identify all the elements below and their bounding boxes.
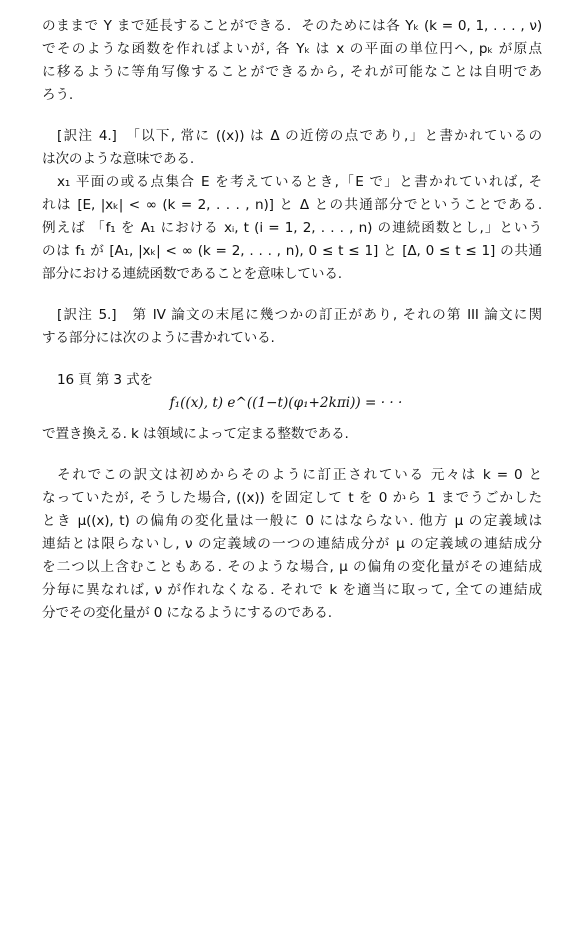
note-4-heading-line: [訳注 4.] 「以下, 常に ((x)) は Δ の近傍の点であり,」と書かれているの	[57, 128, 542, 144]
text-line: 分でその変化量が 0 になるようにするのである.	[42, 605, 332, 621]
correction-formula: f₁((x), t) e^((1−t)(φ₁+2kπi)) = · · ·	[169, 395, 403, 411]
text-line: れは [E, |xₖ| < ∞ (k = 2, . . . , n)] と Δ との共通部分でということである.	[42, 197, 542, 213]
text-line: x₁ 平面の或る点集合 E を考えているとき,「E で」と書かれていれば, そ	[57, 174, 542, 190]
text-line: でそのような函数を作ればよいが, 各 Yₖ は x の平面の単位円へ, pₖ が原点	[42, 41, 542, 57]
text-line: 例えば 「f₁ を A₁ における xᵢ, t (i = 1, 2, . . . , n) の連続函数とし,」という	[42, 220, 542, 236]
text-line: それでこの訳文は初めからそのように訂正されている 元々は k = 0 と	[57, 467, 542, 483]
text-line: ろう.	[42, 87, 74, 103]
text-line: のままで Y まで延長することができる．そのためには各 Yₖ (k = 0, 1, . . . , ν)	[42, 18, 542, 34]
text-line: は次のような意味である.	[42, 151, 195, 167]
text-line: で置き換える. k は領域によって定まる整数である.	[42, 426, 349, 442]
text-line: 分毎に異なれば, ν が作れなくなる. それで k を適当に取って, 全ての連結成	[42, 582, 542, 598]
note-5-heading-line: [訳注 5.] 第 IV 論文の末尾に幾つかの訂正があり, それの第 III 論文に関	[57, 307, 542, 323]
text-line: なっていたが, そうした場合, ((x)) を固定して t を 0 から 1 までうごかした	[42, 490, 542, 506]
text-line: する部分には次のように書かれている.	[42, 330, 275, 346]
text-line: とき μ((x), t) の偏角の変化量は一般に 0 にはならない. 他方 μ の定義域は	[42, 513, 542, 529]
text-line: 連結とは限らないし, ν の定義域の一つの連結成分が μ の定義域の連結成分	[42, 536, 542, 552]
text-line: 部分における連続函数であることを意味している.	[42, 266, 342, 282]
text-line: に移るように等角写像することができるから, それが可能なことは自明であ	[42, 64, 542, 80]
text-line: のは f₁ が [A₁, |xₖ| < ∞ (k = 2, . . . , n), 0 ≤ t ≤ 1] と [Δ, 0 ≤ t ≤ 1] の共通	[42, 243, 542, 259]
text-line: を二つ以上含むこともある. そのような場合, μ の偏角の変化量がその連結成	[42, 559, 542, 575]
quote-intro: 16 頁 第 3 式を	[57, 372, 153, 388]
